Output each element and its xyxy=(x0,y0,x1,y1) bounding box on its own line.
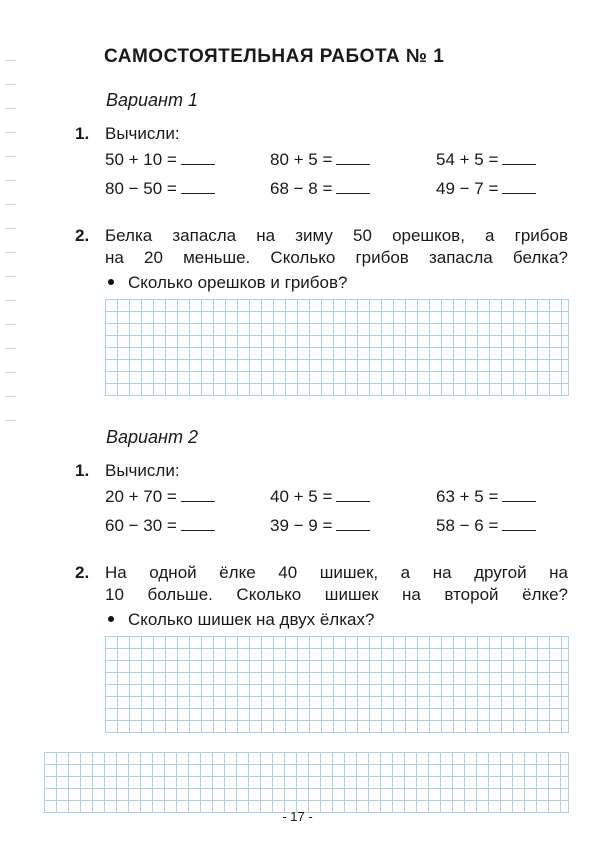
v2-exercise xyxy=(270,487,370,507)
v1-exercise xyxy=(105,150,215,170)
v1-answer-grid[interactable] xyxy=(105,299,569,396)
v1-task2-number: 2. xyxy=(75,226,90,245)
answer-blank[interactable] xyxy=(336,179,370,194)
v2-exercise xyxy=(105,516,215,536)
answer-blank[interactable] xyxy=(336,487,370,502)
answer-blank[interactable] xyxy=(502,150,536,165)
answer-blank[interactable] xyxy=(502,487,536,502)
v1-exercise xyxy=(105,179,215,199)
v1-expr: 49 − 7 = xyxy=(436,179,499,198)
answer-blank[interactable] xyxy=(502,516,536,531)
v1-exercise xyxy=(436,179,536,199)
v1-expr: 80 − 50 = xyxy=(105,179,177,198)
v1-task2-line1: Белка запасла на зиму 50 орешков, а грибов xyxy=(105,226,568,245)
v1-expr: 50 + 10 = xyxy=(105,150,177,169)
v1-exercise xyxy=(436,150,536,170)
answer-blank[interactable] xyxy=(336,150,370,165)
page-number: - 17 - xyxy=(282,809,313,824)
bullet-icon xyxy=(108,616,114,622)
v2-expr: 39 − 9 = xyxy=(270,516,333,535)
v2-question-text: Сколько шишек на двух ёлках? xyxy=(128,610,375,629)
answer-blank[interactable] xyxy=(502,179,536,194)
v1-expr: 54 + 5 = xyxy=(436,150,499,169)
v2-exercise xyxy=(436,516,536,536)
v2-task1-prompt: Вычисли: xyxy=(105,461,180,480)
v2-expr: 63 + 5 = xyxy=(436,487,499,506)
margin-dashes xyxy=(6,60,18,444)
v2-expr: 40 + 5 = xyxy=(270,487,333,506)
v2-task1-number: 1. xyxy=(75,461,90,480)
v1-question-text: Сколько орешков и грибов? xyxy=(128,273,348,292)
answer-blank[interactable] xyxy=(336,516,370,531)
v2-exercise xyxy=(105,487,215,507)
bottom-grid-strip xyxy=(44,752,569,813)
v2-exercise xyxy=(436,487,536,507)
answer-blank[interactable] xyxy=(181,179,215,194)
answer-blank[interactable] xyxy=(181,487,215,502)
v2-task2-line1: На одной ёлке 40 шишек, а на другой на xyxy=(105,563,568,582)
bullet-icon xyxy=(108,279,114,285)
answer-blank[interactable] xyxy=(181,516,215,531)
v1-task2-line2: на 20 меньше. Сколько грибов запасла белка? xyxy=(105,248,568,267)
v1-exercise xyxy=(270,179,370,199)
v2-expr: 58 − 6 = xyxy=(436,516,499,535)
v2-expr: 60 − 30 = xyxy=(105,516,177,535)
v2-exercise xyxy=(270,516,370,536)
answer-blank[interactable] xyxy=(181,150,215,165)
v2-task2-question xyxy=(108,610,374,630)
variant-1-label: Вариант 1 xyxy=(106,90,198,110)
variant-2-label: Вариант 2 xyxy=(106,427,198,447)
v1-task1-number: 1. xyxy=(75,124,90,143)
v1-task2-question xyxy=(108,273,347,293)
v2-expr: 20 + 70 = xyxy=(105,487,177,506)
v2-task2-line2: 10 больше. Сколько шишек на второй ёлке? xyxy=(105,585,568,604)
v1-expr: 80 + 5 = xyxy=(270,150,333,169)
v1-exercise xyxy=(270,150,370,170)
page-title: САМОСТОЯТЕЛЬНАЯ РАБОТА № 1 xyxy=(104,46,445,67)
v2-answer-grid[interactable] xyxy=(105,636,569,733)
v1-task1-prompt: Вычисли: xyxy=(105,124,180,143)
v1-expr: 68 − 8 = xyxy=(270,179,333,198)
v2-task2-number: 2. xyxy=(75,563,90,582)
